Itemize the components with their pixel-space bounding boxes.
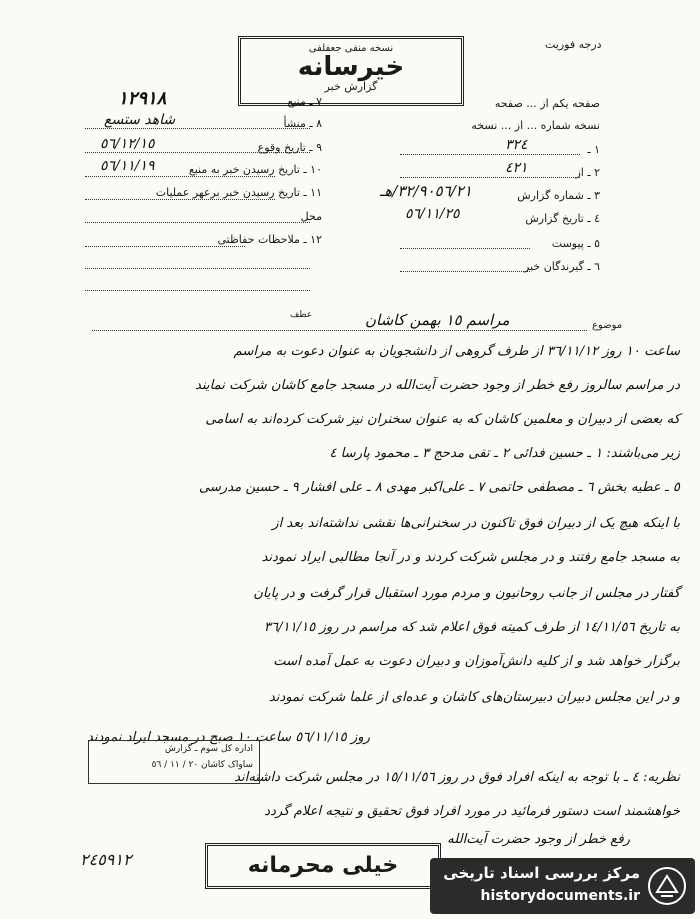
body-line: ٥ ـ عطیه بخش ٦ ـ مصطفی حاتمی ٧ ـ علی‌اکبر مهدی ٨ ـ علی افشار ٩ ـ حسین مدرسی: [198, 480, 680, 495]
field-source: ٧ ـ منبع: [287, 95, 322, 108]
body-line: خواهشمند است دستور فرمائید در مورد افراد فوق تحقیق و نتیجه اعلام گردد: [264, 804, 680, 819]
field-2-value: ٤٢١: [505, 160, 528, 176]
body-line: با اینکه هیچ یک از دبیران فوق تاکنون در سخنرانی‌ها نقشی نداشته‌اند بعد از: [272, 516, 680, 531]
body-line: زیر می‌باشند: ١ ـ حسین فدائی ٢ ـ تقی مدحج ٣ ـ محمود پارسا ٤: [329, 446, 680, 461]
dotted-line: [85, 176, 275, 177]
field-attachment: ٥ ـ پیوست: [551, 237, 600, 250]
reference-number: ١٢٩١٨: [118, 88, 167, 109]
topic-value: مراسم ١٥ بهمن کاشان: [365, 311, 510, 329]
body-line: که بعضی از دبیران و معلمین کاشان که به عنوان سخنران نیز شرکت کرده‌اند به اسامی: [205, 412, 680, 427]
classification-stamp: خیلی محرمانه: [205, 843, 441, 889]
field-report-number: ٣ ـ شماره گزارش: [517, 189, 600, 202]
body-line: و در این مجلس دبیران دبیرستان‌های کاشان و عده‌ای از علما شرکت نمودند: [268, 690, 680, 705]
dotted-line: [400, 271, 530, 272]
field-1: ١ ـ: [587, 143, 600, 156]
dotted-line: [85, 128, 310, 129]
body-line: برگزار خواهد شد و از کلیه دانش‌آموزان و دبیران دعوت به عمل آمده است: [273, 654, 680, 669]
field-origin: ٨ ـ منشأ: [283, 117, 322, 130]
origin-value: شاهد ستسع: [104, 112, 176, 128]
field-date-to-ops: ١١ ـ تاریخ رسیدن خبر برعهر عملیات: [155, 186, 322, 199]
reference-label: عطف: [290, 310, 313, 320]
dotted-line: [85, 199, 275, 200]
field-security-notes: ١٢ ـ ملاحظات حفاظتی: [217, 233, 322, 246]
watermark-title: مرکز بررسی اسناد تاریخی: [443, 864, 640, 882]
dotted-line: [400, 248, 530, 249]
stamp-title: خیرسانه: [297, 52, 405, 82]
body-line: نظریه: ٤ ـ با توجه به اینکه افراد فوق در روز ١٥/١١/٥٦ در مجلس شرکت داشته‌اند: [234, 770, 680, 785]
body-line: در مراسم سالروز رفع خطر از وجود حضرت آیت‌الله در مسجد جامع کاشان شرکت نمایند: [195, 378, 680, 393]
archive-logo-icon: [647, 866, 687, 906]
stamp-report-label: گزارش خبر: [324, 80, 378, 93]
header-stamp: [238, 36, 464, 106]
dotted-line: [85, 268, 310, 269]
field-2-from: ٢ ـ از: [575, 166, 600, 179]
watermark: [430, 858, 695, 914]
office-stamp-line: ساواک کاشان ٢٠ / ١١ / ٥٦: [151, 760, 253, 770]
dotted-line: [85, 290, 310, 291]
office-stamp-line: اداره کل سوم ـ گزارش: [164, 744, 253, 754]
field-copy: نسخه شماره ... از ... نسخه: [471, 119, 600, 132]
field-page: صفحه یکم از ... صفحه: [494, 97, 600, 110]
dotted-line: [92, 330, 587, 331]
field-report-date: ٤ ـ تاریخ گزارش: [525, 212, 600, 225]
watermark-url: historydocuments.ir: [480, 888, 640, 904]
field-date-to-source: ١٠ ـ تاریخ رسیدن خبر به منبع: [188, 163, 322, 176]
dotted-line: [400, 154, 580, 155]
field-1-value: ٣٢٤: [505, 137, 528, 153]
date-to-source-value: ٥٦/١١/١٩: [100, 158, 155, 174]
dotted-line: [85, 222, 310, 223]
body-line: به تاریخ ١٤/١١/٥٦ از طرف کمیته فوق اعلام شد که مراسم در روز ٣٦/١١/١٥: [263, 620, 680, 635]
body-line: گفتار در مجلس از جانب روحانیون و مردم مورد استقبال قرار گرفت و در پایان: [253, 586, 680, 601]
office-stamp-box: [88, 740, 260, 784]
field-recipients: ٦ ـ گیرندگان خبر: [524, 260, 600, 273]
urgency-label: درجه فوریت: [545, 38, 602, 51]
field-place: محل: [300, 210, 322, 223]
body-line: روز ٥٦/١١/١٥ ساعت ١٠ صبح در مسجد ایراد نمودند: [86, 730, 370, 745]
field-occurrence-date: ٩ ـ تاریخ وقوع: [257, 141, 322, 154]
topic-label: موضوع: [592, 320, 623, 331]
archive-number: ٢٤٥٩١٢: [80, 850, 132, 869]
report-number-value: ٣٢/٩٠٥٦/٢١/هـ: [380, 182, 472, 200]
dotted-line: [85, 152, 310, 153]
body-line: رفع خطر از وجود حضرت آیت‌الله: [447, 832, 630, 847]
report-date-value: ٥٦/١١/٢٥: [405, 206, 460, 222]
stamp-subtitle: نسخه منفی جعفلفی: [308, 43, 394, 54]
dotted-line: [85, 246, 245, 247]
body-line: به مسجد جامع رفتند و در مجلس شرکت کردند و در آنجا مطالبی ایراد نمودند: [261, 550, 680, 565]
body-line: ساعت ١٠ روز ٣٦/١١/١٢ از طرف گروهی از دانشجویان به عنوان دعوت به مراسم: [233, 344, 680, 359]
dotted-line: [400, 177, 580, 178]
occurrence-date-value: ٥٦/١٢/١٥: [100, 136, 155, 152]
